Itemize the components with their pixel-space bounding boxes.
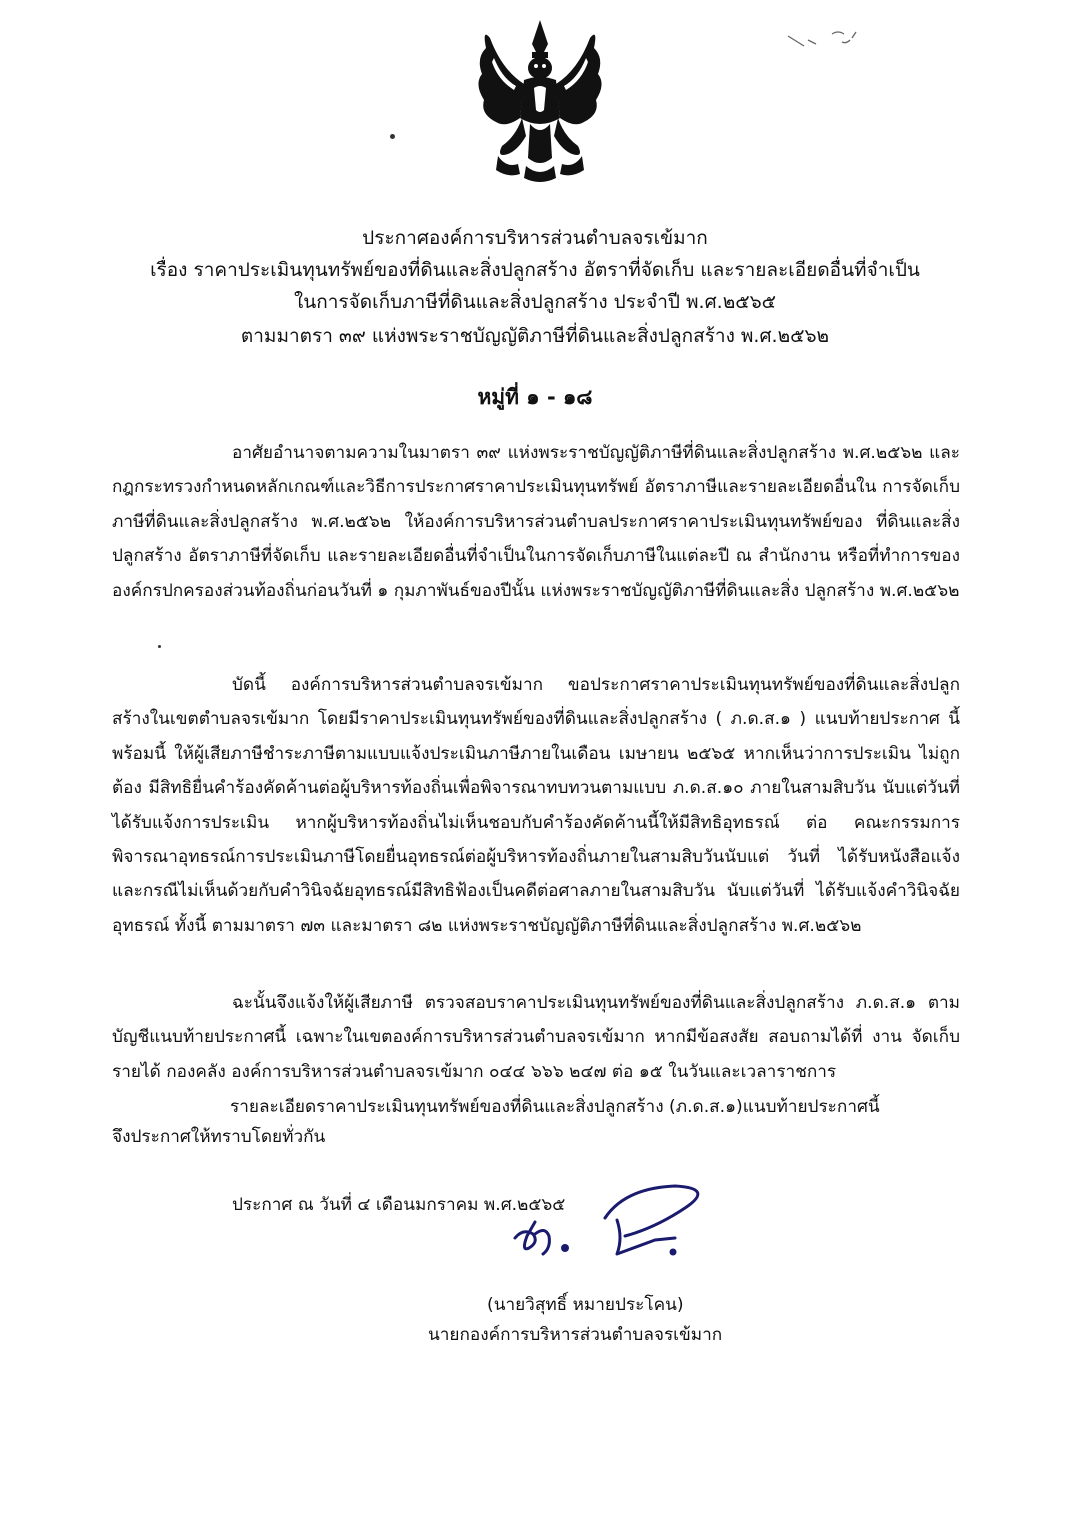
paragraph-authority: อาศัยอำนาจตามความในมาตรา ๓๙ แห่งพระราชบัญญัติภาษีที่ดินและสิ่งปลูกสร้าง พ.ศ.๒๕๖๒ และ กฎกระทรวงกำหนดหลักเกณฑ์และวิธีการประกาศราคาประเมินทุนทรัพย์ อัตราภาษีและรายละเอียดอื่นใน การจัดเก็บภาษีที่ดินและสิ่งปลูกสร้าง พ.ศ.๒๕๖๒ ให้องค์การบริหารส่วนตำบลประกาศราคาประเมินทุนทรัพย์ของ ที่ดินและสิ่งปลูกสร้าง อัตราภาษีที่จัดเก็บ และรายละเอียดอื่นที่จำเป็นในการจัดเก็บภาษีในแต่ละปี ณ สำนักงาน หรือที่ทำการขององค์กรปกครองส่วนท้องถิ่นก่อนวันที่ ๑ กุมภาพันธ์ของปีนั้น แห่งพระราชบัญญัติภาษีที่ดินและสิ่ง ปลูกสร้าง พ.ศ.๒๕๖๒ [112, 443, 960, 601]
scan-speck [158, 645, 161, 648]
garuda-emblem-icon [472, 18, 608, 186]
details-attachment-line: รายละเอียดราคาประเมินทุนทรัพย์ของที่ดินและสิ่งปลูกสร้าง (ภ.ด.ส.๑)แนบท้ายประกาศนี้ [230, 1097, 880, 1117]
paragraph-announcement: บัดนี้ องค์การบริหารส่วนตำบลจรเข้มาก ขอประกาศราคาประเมินทุนทรัพย์ของที่ดินและสิ่งปลูก สร้างในเขตตำบลจรเข้มาก โดยมีราคาประเมินทุนทรัพย์ของที่ดินและสิ่งปลูกสร้าง ( ภ.ด.ส.๑ ) แนบท้ายประกาศ นี้ พร้อมนี้ ให้ผู้เสียภาษีชำระภาษีตามแบบแจ้งประเมินภาษีภายในเดือน เมษายน ๒๕๖๕ หากเห็นว่าการประเมิน ไม่ถูกต้อง มีสิทธิยื่นคำร้องคัดค้านต่อผู้บริหารท้องถิ่นเพื่อพิจารณาทบทวนตามแบบ ภ.ด.ส.๑๐ ภายในสามสิบวัน นับแต่วันที่ได้รับแจ้งการประเมิน หากผู้บริหารท้องถิ่นไม่เห็นชอบกับคำร้องคัดค้านนี้ให้มีสิทธิอุทธรณ์ ต่อ คณะกรรมการพิจารณาอุทธรณ์การประเมินภาษีโดยยื่นอุทธรณ์ต่อผู้บริหารท้องถิ่นภายในสามสิบวันนับแต่ วันที่ ได้รับหนังสือแจ้ง และกรณีไม่เห็นด้วยกับคำวินิจฉัยอุทธรณ์มีสิทธิฟ้องเป็นคดีต่อศาลภายในสามสิบวัน นับแต่วันที่ ได้รับแจ้งคำวินิจฉัยอุทธรณ์ ทั้งนี้ ตามมาตรา ๗๓ และมาตรา ๘๒ แห่งพระราชบัญญัติภาษีที่ดินและสิ่งปลูกสร้าง พ.ศ.๒๕๖๒ [112, 675, 960, 936]
scan-speck [390, 134, 395, 139]
signatory-name: (นายวิสุทธิ์ หมายประโคน) [487, 1295, 684, 1315]
announce-closing-line: จึงประกาศให้ทราบโดยทั่วกัน [112, 1127, 326, 1147]
announcement-date: ประกาศ ณ วันที่ ๔ เดือนมกราคม พ.ศ.๒๕๖๕ [232, 1195, 566, 1215]
announcement-legal-basis: ตามมาตรา ๓๙ แห่งพระราชบัญญัติภาษีที่ดินและสิ่งปลูกสร้าง พ.ศ.๒๕๖๒ [240, 325, 830, 347]
village-range-title: หมู่ที่ ๑ - ๑๘ [477, 385, 593, 409]
announcement-heading: ประกาศองค์การบริหารส่วนตำบลจรเข้มาก [362, 227, 708, 249]
announcement-subject: เรื่อง ราคาประเมินทุนทรัพย์ของที่ดินและสิ่งปลูกสร้าง อัตราที่จัดเก็บ และรายละเอียดอื่นที่จำเป็น [150, 259, 920, 281]
paragraph-instruction: ฉะนั้นจึงแจ้งให้ผู้เสียภาษี ตรวจสอบราคาประเมินทุนทรัพย์ของที่ดินและสิ่งปลูกสร้าง ภ.ด.ส.๑ ตามบัญชีแนบท้ายประกาศนี้ เฉพาะในเขตองค์การบริหารส่วนตำบลจรเข้มาก หากมีข้อสงสัย สอบถามได้ที่ งาน จัดเก็บรายได้ กองคลัง องค์การบริหารส่วนตำบลจรเข้มาก ๐๔๔ ๖๖๖ ๒๔๗ ต่อ ๑๕ ในวันและเวลาราชการ [112, 993, 960, 1082]
scan-mark-icon [782, 26, 872, 66]
handwritten-signature [505, 1178, 715, 1278]
signatory-position: นายกองค์การบริหารส่วนตำบลจรเข้มาก [428, 1325, 723, 1345]
announcement-subject-line2: ในการจัดเก็บภาษีที่ดินและสิ่งปลูกสร้าง ประจำปี พ.ศ.๒๕๖๕ [293, 291, 777, 313]
